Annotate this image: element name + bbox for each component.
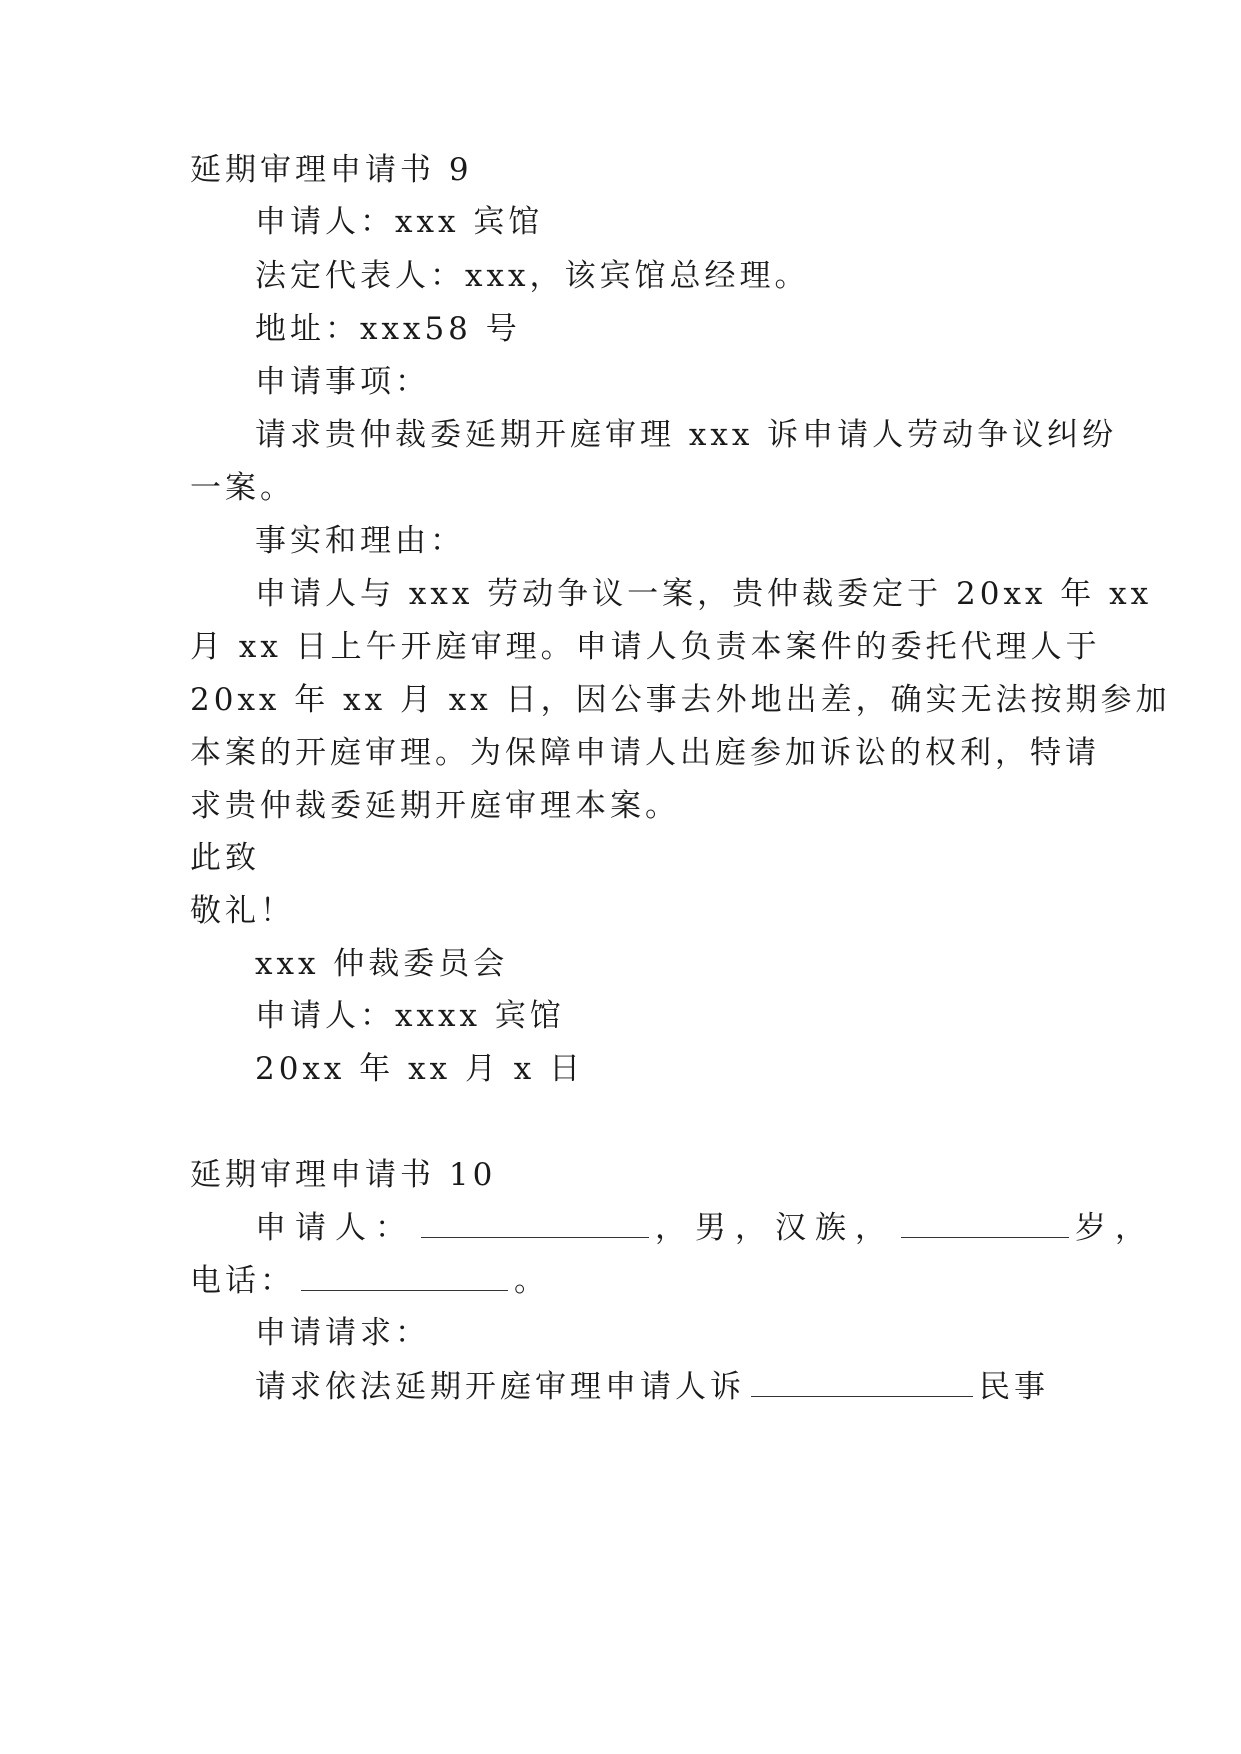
doc10-request-line: [255, 1366, 1049, 1407]
doc9-request-line-2: 一案。: [190, 470, 295, 506]
doc10-phone-label: 电话：: [190, 1263, 295, 1299]
doc9-request-line-1: 请求贵仲裁委延期开庭审理 xxx 诉申请人劳动争议纠纷: [255, 417, 1118, 453]
doc10-applicant-label: 申请人：: [255, 1210, 415, 1246]
doc9-facts-line-4: 本案的开庭审理。为保障申请人出庭参加诉讼的权利，特请: [190, 735, 1100, 771]
applicant-age-blank[interactable]: [901, 1207, 1069, 1238]
doc9-request-heading: 申请事项：: [255, 364, 430, 400]
doc10-request-end: 民事: [979, 1369, 1049, 1405]
doc10-applicant-line: [255, 1207, 1155, 1248]
doc9-facts-line-5: 求贵仲裁委延期开庭审理本案。: [190, 788, 680, 824]
doc10-request-start: 请求依法延期开庭审理申请人诉: [255, 1369, 745, 1405]
phone-blank[interactable]: [301, 1260, 508, 1291]
doc9-facts-line-2: 月 xx 日上午开庭审理。申请人负责本案件的委托代理人于: [190, 629, 1101, 665]
doc9-legal-rep: 法定代表人：xxx，该宾馆总经理。: [255, 258, 810, 294]
doc9-closing-2: 敬礼！: [190, 893, 295, 929]
doc9-signer: 申请人：xxxx 宾馆: [255, 998, 565, 1034]
doc9-title: 延期审理申请书 9: [190, 152, 473, 188]
doc10-title: 延期审理申请书 10: [190, 1157, 497, 1193]
doc9-date: 20xx 年 xx 月 x 日: [255, 1051, 585, 1087]
doc10-request-heading: 申请请求：: [255, 1315, 430, 1351]
doc10-phone-end: 。: [514, 1263, 549, 1299]
doc10-applicant-end: 岁，: [1075, 1210, 1155, 1246]
doc9-closing-1: 此致: [190, 840, 260, 876]
doc9-facts-line-1: 申请人与 xxx 劳动争议一案，贵仲裁委定于 20xx 年 xx: [255, 576, 1153, 612]
doc9-facts-heading: 事实和理由：: [255, 523, 465, 559]
doc9-recipient: xxx 仲裁委员会: [255, 946, 509, 982]
doc10-phone-line: [190, 1260, 549, 1301]
doc10-applicant-mid: ，男，汉族，: [655, 1210, 895, 1246]
applicant-name-blank[interactable]: [421, 1207, 649, 1238]
doc9-facts-line-3: 20xx 年 xx 月 xx 日，因公事去外地出差，确实无法按期参加: [190, 682, 1171, 718]
doc9-applicant: 申请人：xxx 宾馆: [255, 204, 544, 240]
doc9-address: 地址：xxx58 号: [255, 311, 521, 347]
case-blank[interactable]: [751, 1366, 973, 1397]
